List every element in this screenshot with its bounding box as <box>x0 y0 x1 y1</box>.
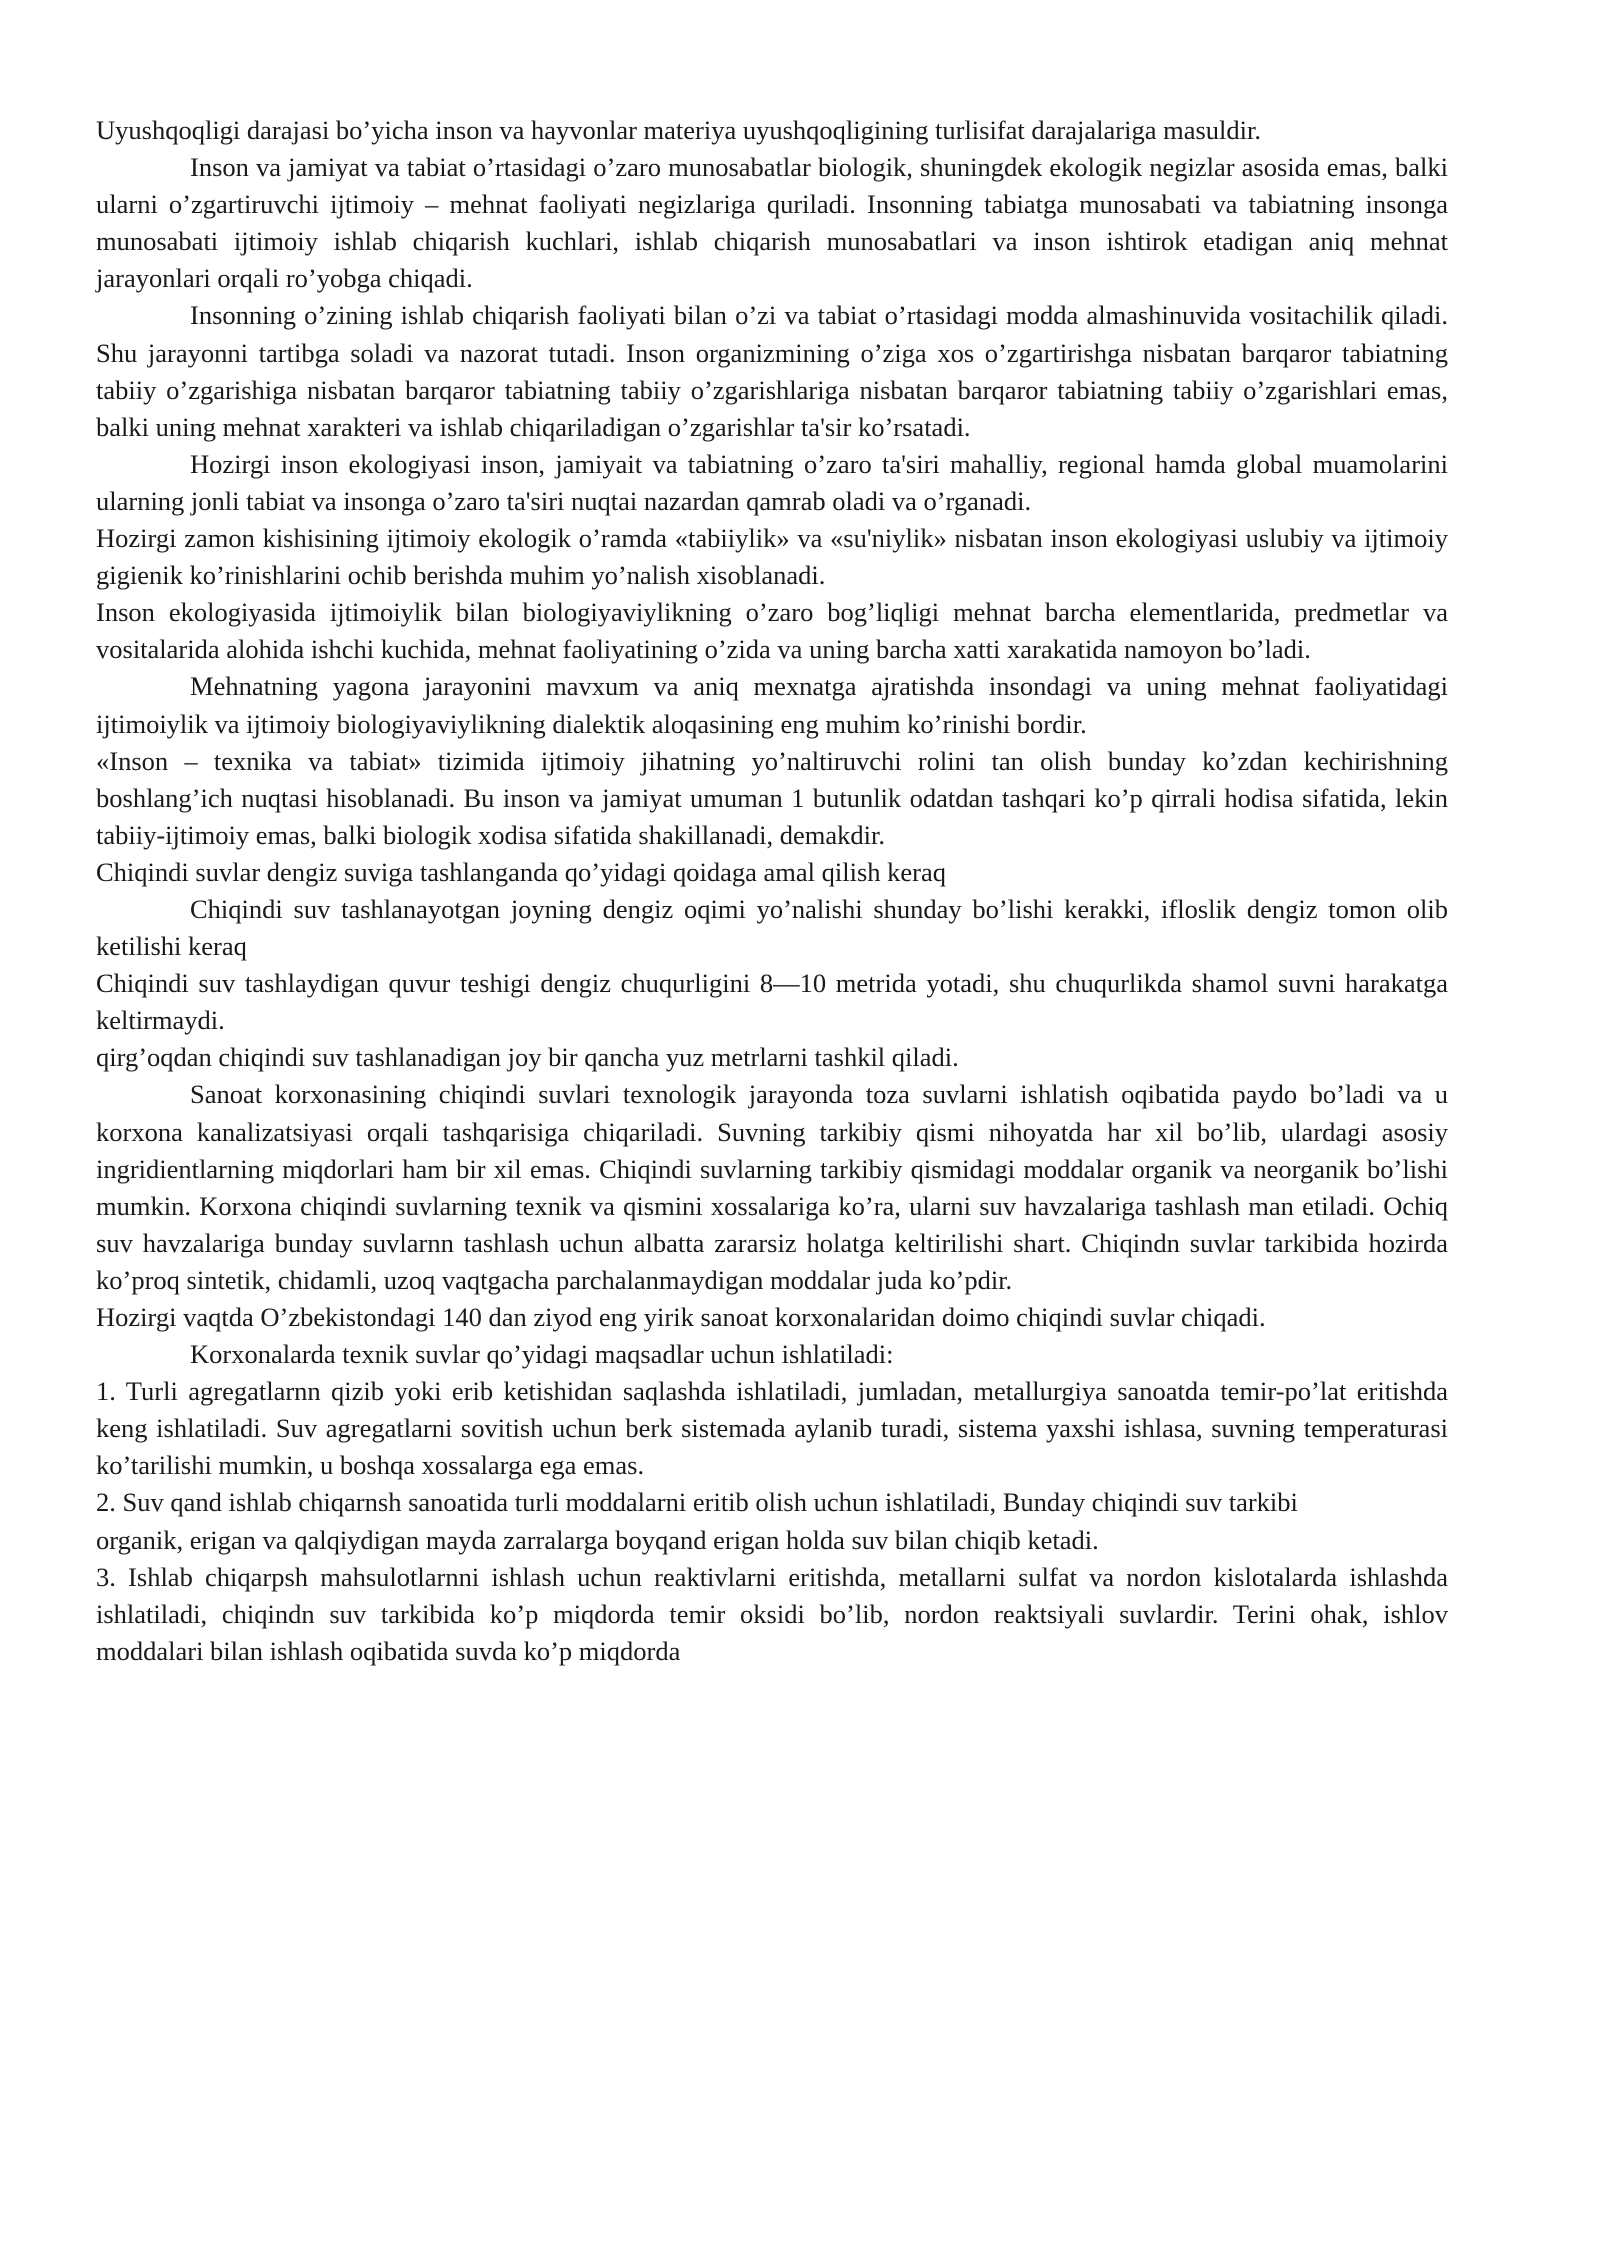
paragraph: Uyushqoqligi darajasi bo’yicha inson va hayvonlar materiya uyushqoqligining turlisifat darajalariga masuldir. <box>96 115 1261 145</box>
paragraph: Hozirgi zamon kishisining ijtimoiy ekologik o’ramda «tabiiylik» va «su'niylik» nisbatan inson ekologiyasi uslubiy va ijtimoiy gigienik ko’rinishlarini ochib berishda muhim yo’nalish xisoblanadi. <box>96 523 1448 591</box>
list-item-paragraph: 3. Ishlab chiqarpsh mahsulotlarnni ishlash uchun reaktivlarni eritishda, metallarni sulfat va nordon kislotalarda ishlashda ishlatiladi, chiqindn suv tarkibida ko’p miqdorda temir oksidi bo’lib, nordon reaktsiyali suvlardir. Terini ohak, ishlov moddalari bilan ishlash oqibatida suvda ko’p miqdorda <box>96 1561 1448 1666</box>
paragraph: Chiqindi suv tashlanayotgan joyning dengiz oqimi yo’nalishi shunday bo’lishi kerakki, ifloslik dengiz tomon olib ketilishi keraq <box>96 893 1448 962</box>
paragraph: organik, erigan va qalqiydigan mayda zarralarga boyqand erigan holda suv bilan chiqib ketadi. <box>96 1524 1099 1555</box>
paragraph: Hozirgi inson ekologiyasi inson, jamiyait va tabiatning o’zaro ta'siri mahalliy, regional hamda global muamolarini ularning jonli tabiat va insonga o’zaro ta'siri nuqtai nazardan qamrab oladi va o’rganadi. <box>96 448 1448 516</box>
paragraph: «Inson – texnika va tabiat» tizimida ijtimoiy jihatning yo’naltiruvchi rolini tan olish bunday ko’zdan kechirishning boshlang’ich nuqtasi hisoblanadi. Bu inson va jamiyat umuman 1 butunlik odatdan tashqari ko’p qirrali hodisa sifatida, lekin tabiiy-ijtimoiy emas, balki biologik xodisa sifatida shakillanadi, demakdir. <box>96 745 1448 850</box>
list-item-paragraph: 2. Suv qand ishlab chiqarnsh sanoatida turli moddalarni eritib olish uchun ishlatiladi, Bunday chiqindi suv tarkibi <box>96 1487 1298 1518</box>
paragraph: Korxonalarda texnik suvlar qo’yidagi maqsadlar uchun ishlatiladi: <box>190 1339 894 1370</box>
paragraph: Chiqindi suv tashlaydigan quvur teshigi dengiz chuqurligini 8—10 metrida yotadi, shu chuqurlikda shamol suvni harakatga keltirmaydi. <box>96 968 1448 1036</box>
paragraph: Inson ekologiyasida ijtimoiylik bilan biologiyaviylikning o’zaro bog’liqligi mehnat barcha elementlarida, predmetlar va vositalarida alohida ishchi kuchida, mehnat faoliyatining o’zida va uning barcha xatti xarakatida namoyon bo’ladi. <box>96 597 1448 665</box>
paragraph: Sanoat korxonasining chiqindi suvlari texnologik jarayonda toza suvlarni ishlatish oqibatida paydo bo’ladi va u korxona kanalizatsiyasi orqali tashqarisiga chiqariladi. Suvning tarkibiy qismi nihoyatda har xil bo’lib, ulardagi asosiy ingridientlarning miqdorlari ham bir xil emas. Chiqindi suvlarning tarkibiy qismidagi moddalar organik va neorganik bo’lishi mumkin. Korxona chiqindi suvlarning texnik va qismini xossalariga ko’ra, ularni suv havzalariga tashlash man etiladi. Ochiq suv havzalariga bunday suvlarnn tashlash uchun albatta zararsiz holatga keltirilishi shart. Chiqindn suvlar tarkibida hozirda ko’proq sintetik, chidamli, uzoq vaqtgacha parchalanmaydigan moddalar juda ko’pdir. <box>96 1079 1448 1295</box>
paragraph: Insonning o’zining ishlab chiqarish faoliyati bilan o’zi va tabiat o’rtasidagi modda almashinuvida vositachilik qiladi. Shu jarayonni tartibga soladi va nazorat tutadi. Inson organizmining o’ziga xos o’zgartirishga nisbatan barqaror tabiatning tabiiy o’zgarishiga nisbatan barqaror tabiatning tabiiy o’zgarishlariga nisbatan barqaror tabiatning tabiiy o’zgarishlari emas, balki uning mehnat xarakteri va ishlab chiqariladigan o’zgarishlar ta'sir ko’rsatadi. <box>96 300 1448 442</box>
paragraph: qirg’oqdan chiqindi suv tashlanadigan joy bir qancha yuz metrlarni tashkil qiladi. <box>96 1042 959 1073</box>
paragraph: Hozirgi vaqtda O’zbekistondagi 140 dan ziyod eng yirik sanoat korxonalaridan doimo chiqindi suvlar chiqadi. <box>96 1302 1266 1332</box>
paragraph: Chiqindi suvlar dengiz suviga tashlanganda qo’yidagi qoidaga amal qilish keraq <box>96 856 947 887</box>
list-item-paragraph: 1. Turli agregatlarnn qizib yoki erib ketishidan saqlashda ishlatiladi, jumladan, metallurgiya sanoatda temir-po’lat eritishda keng ishlatiladi. Suv agregatlarni sovitish uchun berk sistemada aylanib turadi, sistema yaxshi ishlasa, suvning temperaturasi ko’tarilishi mumkin, u boshqa xossalarga ega emas. <box>96 1376 1448 1481</box>
document-page <box>96 112 1448 1670</box>
paragraph: Mehnatning yagona jarayonini mavxum va aniq mexnatga ajratishda insondagi va uning mehnat faoliyatidagi ijtimoiylik va ijtimoiy biologiyaviylikning dialektik aloqasining eng muhim ko’rinishi bordir. <box>96 671 1448 739</box>
paragraph: Inson va jamiyat va tabiat o’rtasidagi o’zaro munosabatlar biologik, shuningdek ekologik negizlar asosida emas, balki ularni o’zgartiruvchi ijtimoiy – mehnat faoliyati negizlariga quriladi. Insonning tabiatga munosabati va tabiatning insonga munosabati ijtimoiy ishlab chiqarish kuchlari, ishlab chiqarish munosabatlari va inson ishtirok etadigan aniq mehnat jarayonlari orqali ro’yobga chiqadi. <box>96 152 1448 294</box>
